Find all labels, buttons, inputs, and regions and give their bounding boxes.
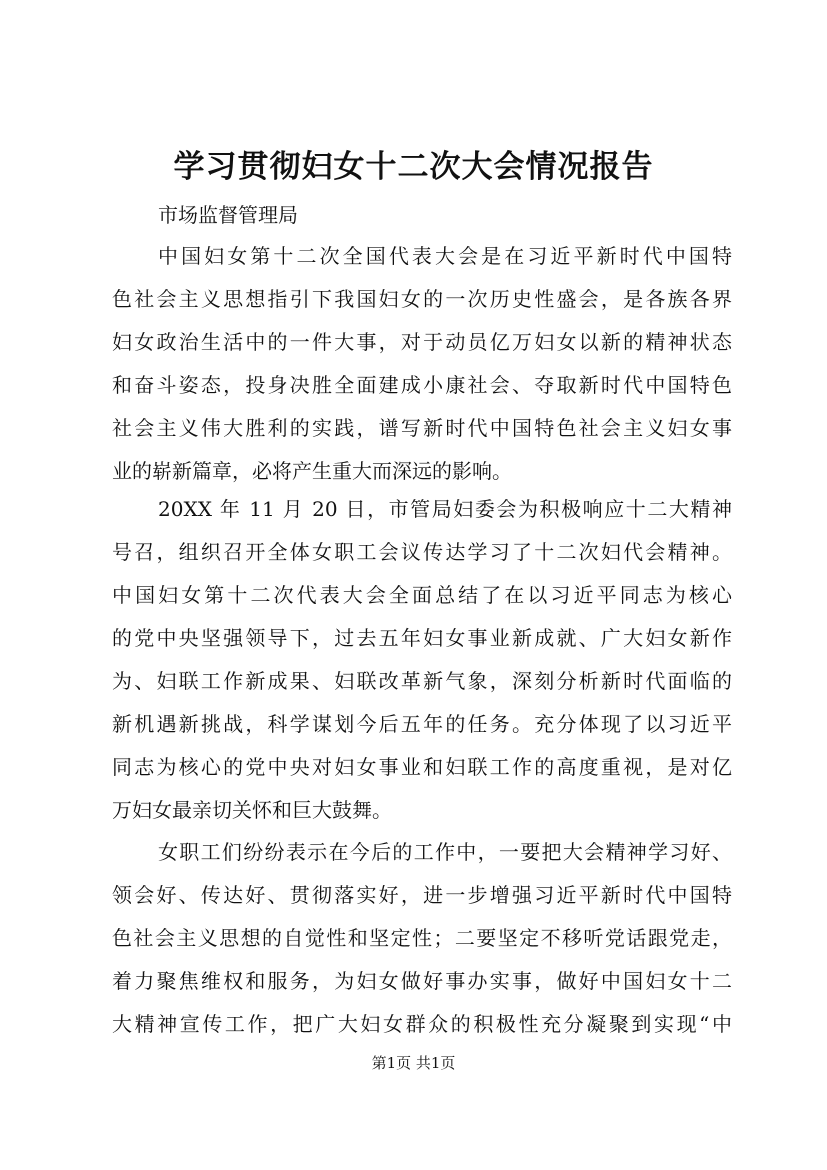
paragraph-2-line-7: 同志为核心的党中央对妇女事业和妇联工作的高度重视，是对亿	[112, 755, 732, 779]
paragraph-3-line-3: 色社会主义思想的自觉性和坚定性；二要坚定不移听党话跟党走，	[112, 926, 732, 950]
document-author: 市场监督管理局	[158, 203, 298, 227]
paragraph-1-line-6: 业的崭新篇章，必将产生重大而深远的影响。	[112, 459, 512, 483]
paragraph-2-line-5: 为、妇联工作新成果、妇联改革新气象，深刻分析新时代面临的	[112, 669, 732, 693]
paragraph-3-line-5: 大精神宣传工作，把广大妇女群众的积极性充分凝聚到实现“中	[112, 1012, 732, 1036]
page-footer: 第1页 共1页	[371, 1054, 456, 1072]
paragraph-1-line-2: 色社会主义思想指引下我国妇女的一次历史性盛会，是各族各界	[112, 287, 732, 311]
paragraph-1-line-3: 妇女政治生活中的一件大事，对于动员亿万妇女以新的精神状态	[112, 330, 732, 354]
paragraph-3-line-1: 女职工们纷纷表示在今后的工作中，一要把大会精神学习好、	[158, 840, 732, 864]
paragraph-3-line-2: 领会好、传达好、贯彻落实好，进一步增强习近平新时代中国特	[112, 883, 732, 907]
paragraph-2-line-6: 新机遇新挑战，科学谋划今后五年的任务。充分体现了以习近平	[112, 712, 732, 736]
paragraph-2-line-4: 的党中央坚强领导下，过去五年妇女事业新成就、广大妇女新作	[112, 626, 732, 650]
paragraph-1-line-1: 中国妇女第十二次全国代表大会是在习近平新时代中国特	[158, 244, 732, 268]
paragraph-1-line-5: 社会主义伟大胜利的实践，谱写新时代中国特色社会主义妇女事	[112, 416, 732, 440]
paragraph-2-line-8: 万妇女最亲切关怀和巨大鼓舞。	[112, 798, 392, 822]
paragraph-3-line-4: 着力聚焦维权和服务，为妇女做好事办实事，做好中国妇女十二	[112, 969, 732, 993]
paragraph-2-line-3: 中国妇女第十二次代表大会全面总结了在以习近平同志为核心	[112, 583, 732, 607]
paragraph-1-line-4: 和奋斗姿态，投身决胜全面建成小康社会、夺取新时代中国特色	[112, 373, 732, 397]
paragraph-2-line-2: 号召，组织召开全体女职工会议传达学习了十二次妇代会精神。	[112, 540, 732, 564]
paragraph-2-line-1: 20XX 年 11 月 20 日，市管局妇委会为积极响应十二大精神	[158, 497, 732, 521]
document-title: 学习贯彻妇女十二次大会情况报告	[173, 149, 654, 185]
